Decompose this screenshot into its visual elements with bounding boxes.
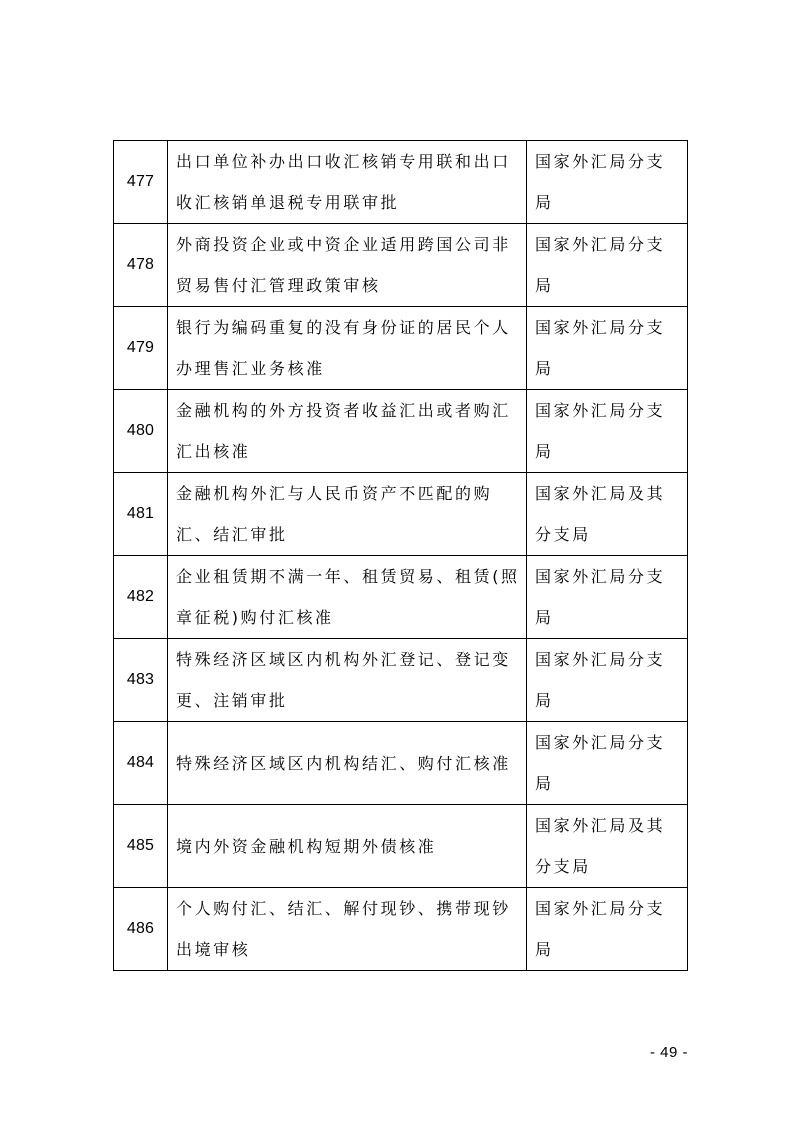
approving-authority: 国家外汇局分支局 [527, 224, 688, 307]
item-name: 特殊经济区域区内机构结汇、购付汇核准 [168, 722, 527, 805]
item-name: 金融机构外汇与人民币资产不匹配的购汇、结汇审批 [168, 473, 527, 556]
approving-authority: 国家外汇局分支局 [527, 141, 688, 224]
row-number: 484 [114, 722, 168, 805]
table-row [114, 473, 688, 556]
item-name: 特殊经济区域区内机构外汇登记、登记变更、注销审批 [168, 639, 527, 722]
approving-authority: 国家外汇局分支局 [527, 390, 688, 473]
item-name: 金融机构的外方投资者收益汇出或者购汇汇出核准 [168, 390, 527, 473]
item-name: 境内外资金融机构短期外债核准 [168, 805, 527, 888]
row-number: 485 [114, 805, 168, 888]
item-name: 银行为编码重复的没有身份证的居民个人办理售汇业务核准 [168, 307, 527, 390]
page-number: - 49 - [649, 1044, 688, 1061]
item-name: 个人购付汇、结汇、解付现钞、携带现钞出境审核 [168, 888, 527, 971]
table-row [114, 307, 688, 390]
row-number: 483 [114, 639, 168, 722]
approving-authority: 国家外汇局分支局 [527, 722, 688, 805]
row-number: 486 [114, 888, 168, 971]
approving-authority: 国家外汇局及其分支局 [527, 473, 688, 556]
item-name: 企业租赁期不满一年、租赁贸易、租赁(照章征税)购付汇核准 [168, 556, 527, 639]
row-number: 478 [114, 224, 168, 307]
row-number: 480 [114, 390, 168, 473]
table-row [114, 722, 688, 805]
table-row [114, 556, 688, 639]
approval-items-table [113, 140, 688, 971]
approving-authority: 国家外汇局分支局 [527, 888, 688, 971]
table-row [114, 639, 688, 722]
row-number: 479 [114, 307, 168, 390]
approving-authority: 国家外汇局及其分支局 [527, 805, 688, 888]
approving-authority: 国家外汇局分支局 [527, 307, 688, 390]
approving-authority: 国家外汇局分支局 [527, 556, 688, 639]
table-row [114, 141, 688, 224]
table-row [114, 888, 688, 971]
approving-authority: 国家外汇局分支局 [527, 639, 688, 722]
row-number: 481 [114, 473, 168, 556]
table-row [114, 805, 688, 888]
row-number: 482 [114, 556, 168, 639]
table-row [114, 390, 688, 473]
item-name: 出口单位补办出口收汇核销专用联和出口收汇核销单退税专用联审批 [168, 141, 527, 224]
table-row [114, 224, 688, 307]
item-name: 外商投资企业或中资企业适用跨国公司非贸易售付汇管理政策审核 [168, 224, 527, 307]
row-number: 477 [114, 141, 168, 224]
